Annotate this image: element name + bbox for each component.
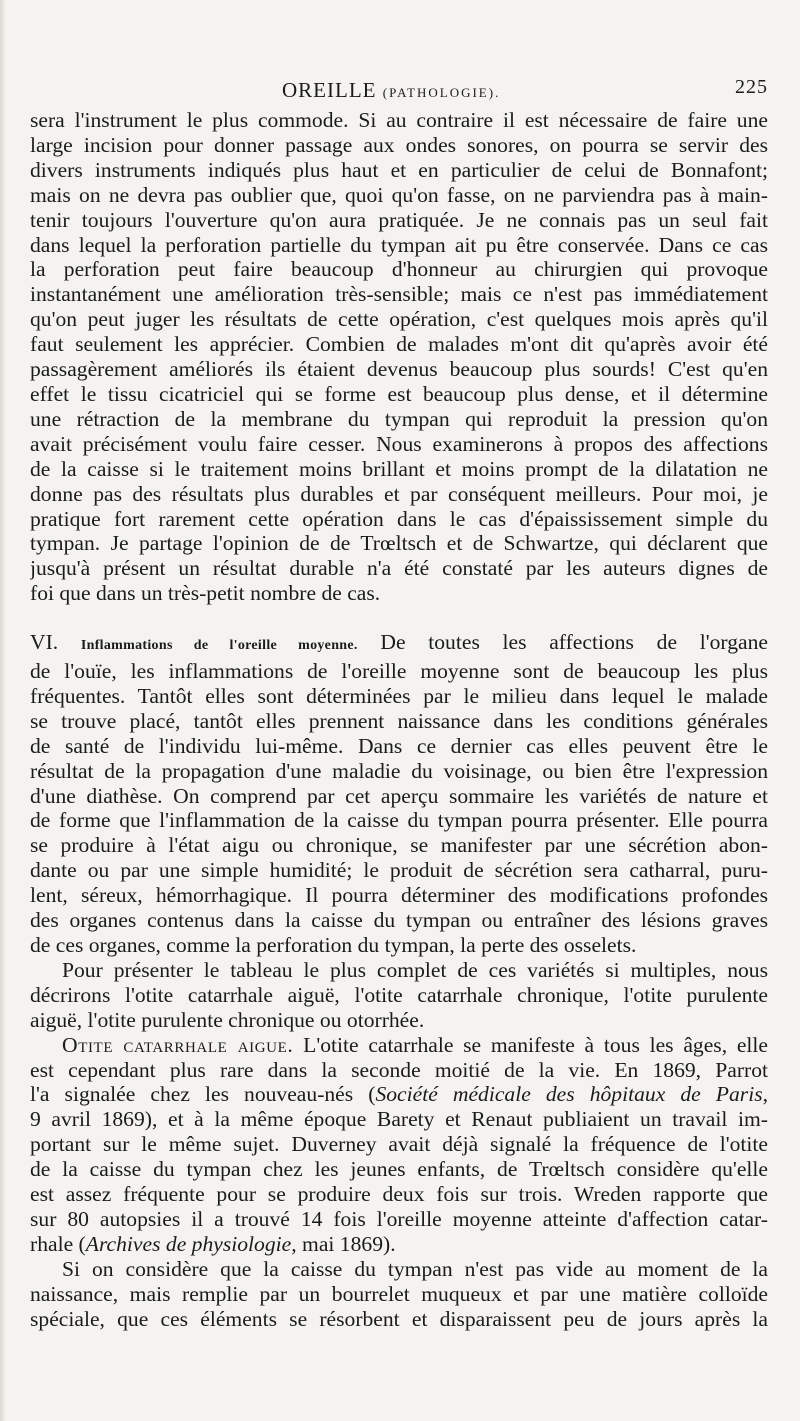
running-head [282, 78, 500, 103]
text-line: de santé de l'individu lui-même. Dans ce dernier cas elles peuvent être le [30, 733, 768, 758]
text-line: divers instruments indiqués plus haut et en particulier de celui de Bonnafont; [30, 157, 768, 182]
text-line: des organes contenus dans la caisse du tympan ou entraîner des lésions graves [30, 908, 768, 933]
text-line: tenir toujours l'ouverture qu'on aura pratiquée. Je ne connais pas un seul fait [30, 207, 768, 232]
text-line: de la caisse du tympan chez les jeunes enfants, de Trœltsch considère qu'elle [30, 1157, 768, 1182]
paragraph-3 [30, 958, 768, 1033]
text-line: passagèrement améliorés ils étaient devenus beaucoup plus sourds! C'est qu'en [30, 357, 768, 382]
text-line: portant sur le même sujet. Duverney avait déjà signalé la fréquence de l'otite [30, 1132, 768, 1157]
page-body [30, 108, 768, 1332]
text-line: de ces organes, comme la perforation du tympan, la perte des osselets. [30, 933, 637, 957]
text-line: Si on considère que la caisse du tympan n'est pas vide au moment de la [62, 1256, 768, 1281]
text-line: foi que dans un très-petit nombre de cas. [30, 581, 381, 606]
text-line: est assez fréquente pour se produire deux fois sur trois. Wreden rapporte que [30, 1182, 768, 1207]
text-line: d'une diathèse. On comprend par cet aperçu sommaire les variétés de nature et [30, 783, 768, 808]
text-line: tympan. Je partage l'opinion de de Trœltsch et de Schwartze, qui déclarent que [30, 531, 768, 556]
text-line: effet le tissu cicatriciel qui se forme est beaucoup plus dense, et il détermine [30, 381, 768, 406]
text-fragment: l'a signalée chez les nouveau-nés ( [30, 1082, 376, 1107]
text-line: décrirons l'otite catarrhale aiguë, l'otite catarrhale chronique, l'otite purulente [30, 982, 768, 1007]
running-head-main: OREILLE [282, 78, 377, 102]
otite-section [30, 1033, 768, 1257]
text-line: donne pas des résultats plus durables et par conséquent meilleurs. Pour moi, je [30, 481, 768, 506]
text-line: lent, séreux, hémorrhagique. Il pourra déterminer des modifications profondes [30, 883, 768, 908]
citation-italic: Archives de physiologie [85, 1231, 292, 1256]
text-line: une rétraction de la membrane du tympan qui reproduit la pression qu'on [30, 406, 768, 431]
paragraph-1 [30, 108, 768, 606]
text-line: fréquentes. Tantôt elles sont déterminées par le milieu dans lequel le malade [30, 683, 768, 708]
text-line: dans lequel la perforation partielle du tympan ait pu être conservée. Dans ce cas [30, 232, 768, 257]
paragraph-5 [30, 1257, 768, 1332]
otite-first-line [30, 1033, 768, 1058]
text-line: jusqu'à présent un résultat durable n'a été constaté par les auteurs dignes de [30, 556, 768, 581]
text-line: avait précisément voulu faire cesser. Nous examinerons à propos des affections [30, 431, 768, 456]
otite-heading: Otite catarrhale aigue. [62, 1032, 294, 1057]
text-line: sera l'instrument le plus commode. Si au contraire il est nécessaire de faire une [30, 108, 768, 132]
section-first-line-text: De toutes les affections de l'organe [380, 630, 768, 655]
section-number: VI. [30, 630, 59, 655]
page-edge-shadow [0, 0, 6, 1421]
text-line: spéciale, que ces éléments se résorbent et disparaissent peu de jours après la [30, 1306, 768, 1331]
citation-italic: Société médicale des hôpitaux de Paris [375, 1082, 763, 1107]
text-line: pratique fort rarement cette opération dans le cas d'épaississement simple du [30, 506, 768, 531]
text-line: se produire à l'état aigu ou chronique, se manifester par une sécrétion abon- [30, 833, 768, 858]
text-line: qu'on peut juger les résultats de cette opération, c'est quelques mois après qu'il [30, 307, 768, 332]
page-number: 225 [735, 76, 768, 98]
paragraph-gap [30, 606, 768, 630]
text-line: large incision pour donner passage aux ondes sonores, on pourra se servir des [30, 132, 768, 157]
text-line: faut seulement les apprécier. Combien de malades m'ont dit qu'après avoir été [30, 332, 768, 357]
text-fragment: , mai 1869). [291, 1231, 396, 1256]
text-line: de forme que l'inflammation de la caisse du tympan pourra présenter. Elle pourra [30, 808, 768, 833]
text-line: est cependant plus rare dans la seconde moitié de la vie. En 1869, Parrot [30, 1057, 768, 1082]
text-line: Pour présenter le tableau le plus complet de ces variétés si multiples, nous [62, 957, 768, 982]
text-line: instantanément une amélioration très-sensible; mais ce n'est pas immédiatement [30, 282, 768, 307]
text-line: mais on ne devra pas oublier que, quoi qu'on fasse, on ne parviendra pas à main- [30, 182, 768, 207]
section-6 [30, 630, 768, 958]
running-head-sub: (PATHOLOGIE). [382, 85, 501, 100]
text-line: de la caisse si le traitement moins brillant et moins prompt de la dilatation ne [30, 456, 768, 481]
text-line: de l'ouïe, les inflammations de l'oreille moyenne sont de beaucoup les plus [30, 659, 768, 684]
section-6-first-line [30, 630, 768, 659]
book-page [30, 72, 768, 1332]
text-fragment: rhale ( [30, 1231, 86, 1256]
text-line-citation [30, 1082, 768, 1107]
text-fragment: , [762, 1082, 768, 1107]
text-line: résultat de la propagation d'une maladie du voisinage, ou bien être l'expression [30, 758, 768, 783]
text-line: la perforation peut faire beaucoup d'honneur au chirurgien qui provoque [30, 257, 768, 282]
section-heading: Inflammations de l'oreille moyenne. [80, 638, 358, 654]
text-line: naissance, mais remplie par un bourrelet muqueux et par une matière colloïde [30, 1281, 768, 1306]
text-line: se trouve placé, tantôt elles prennent naissance dans les conditions générales [30, 708, 768, 733]
text-line-citation [30, 1232, 768, 1257]
page-header [30, 72, 768, 108]
text-line: dante ou par une simple humidité; le produit de sécrétion sera catharral, puru- [30, 858, 768, 883]
text-line: 9 avril 1869), et à la même époque Barety et Renaut publiaient un travail im- [30, 1107, 768, 1132]
otite-first-line-text: L'otite catarrhale se manifeste à tous les âges, elle [303, 1032, 768, 1057]
text-line: sur 80 autopsies il a trouvé 14 fois l'oreille moyenne atteinte d'affection catar- [30, 1206, 768, 1231]
text-line: aiguë, l'otite purulente chronique ou otorrhée. [30, 1007, 425, 1032]
